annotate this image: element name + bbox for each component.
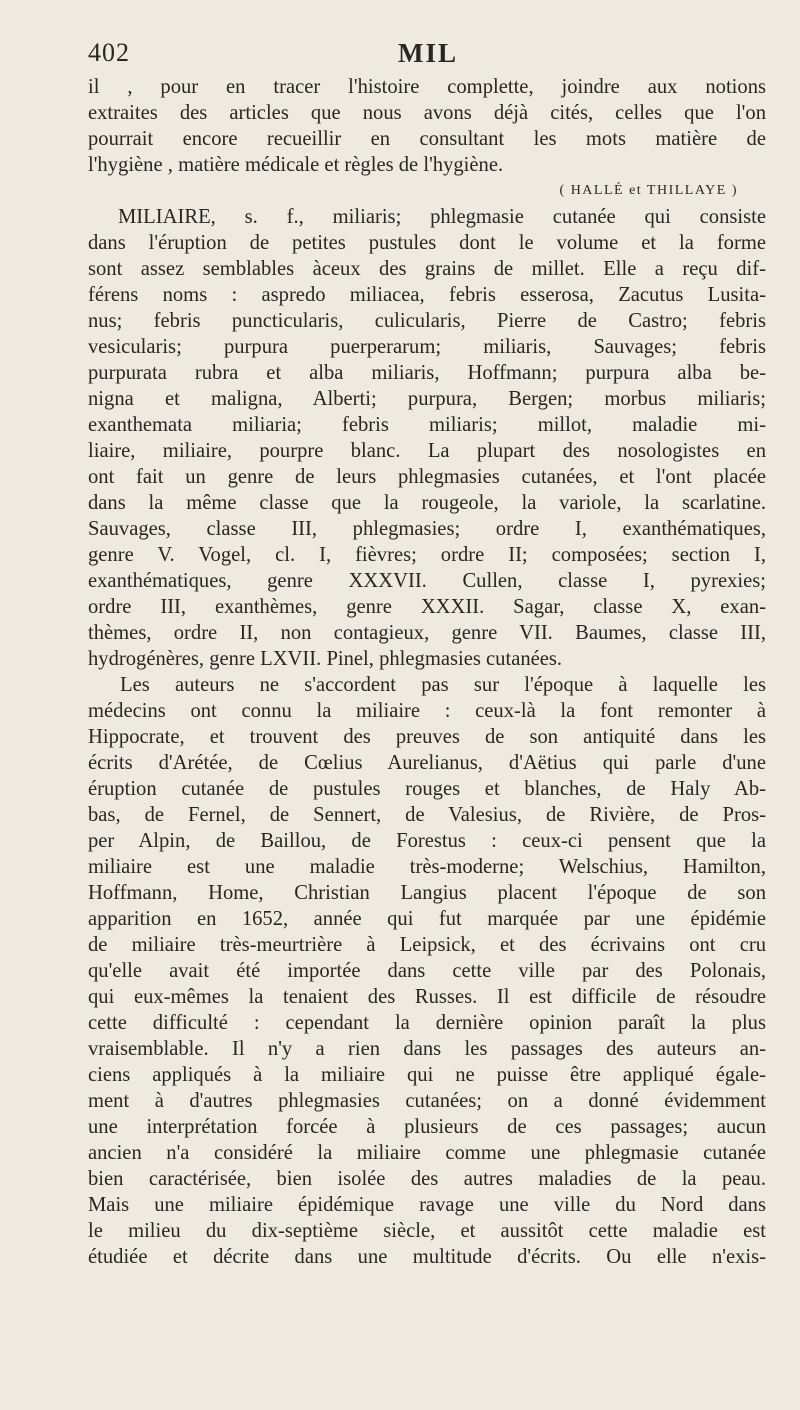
page-header [88, 38, 768, 72]
text-line: qu'elle avait été importée dans cette ville par des Polonais, [88, 960, 766, 982]
text-line: apparition en 1652, année qui fut marquée par une épidémie [88, 908, 766, 930]
text-line: nigna et maligna, Alberti; purpura, Bergen; morbus miliaris; [88, 388, 766, 410]
text-line: sont assez semblables àceux des grains de millet. Elle a reçu dif- [88, 258, 766, 280]
page-number: 402 [88, 38, 130, 67]
text-line: étudiée et décrite dans une multitude d'écrits. Ou elle n'exis- [88, 1246, 766, 1268]
text-line: liaire, miliaire, pourpre blanc. La plupart des nosologistes en [88, 440, 766, 462]
text-line: l'hygiène , matière médicale et règles de l'hygiène. [88, 154, 504, 176]
text-line: purpurata rubra et alba miliaris, Hoffmann; purpura alba be- [88, 362, 766, 384]
text-line: genre V. Vogel, cl. I, fièvres; ordre II; composées; section I, [88, 544, 766, 566]
text-line: écrits d'Arétée, de Cœlius Aurelianus, d'Aëtius qui parle d'une [88, 752, 766, 774]
text-line: per Alpin, de Baillou, de Forestus : ceux-ci pensent que la [88, 830, 766, 852]
text-line: férens noms : aspredo miliacea, febris esserosa, Zacutus Lusita- [88, 284, 766, 306]
text-line: il , pour en tracer l'histoire complette, joindre aux notions [88, 76, 766, 98]
text-line: nus; febris puncticularis, culicularis, Pierre de Castro; febris [88, 310, 766, 332]
text-line: de miliaire très-meurtrière à Leipsick, et des écrivains ont cru [88, 934, 766, 956]
text-line: ciens appliqués à la miliaire qui ne puisse être appliqué égale- [88, 1064, 766, 1086]
text-line: exanthemata miliaria; febris miliaris; millot, maladie mi- [88, 414, 766, 436]
text-line: Les auteurs ne s'accordent pas sur l'époque à laquelle les [120, 674, 766, 696]
text-line: exanthématiques, genre XXXVII. Cullen, classe I, pyrexies; [88, 570, 766, 592]
text-line: vesicularis; purpura puerperarum; miliaris, Sauvages; febris [88, 336, 766, 358]
text-line: bas, de Fernel, de Sennert, de Valesius, de Rivière, de Pros- [88, 804, 766, 826]
text-line: dans l'éruption de petites pustules dont le volume et la forme [88, 232, 766, 254]
text-line: Sauvages, classe III, phlegmasies; ordre I, exanthématiques, [88, 518, 766, 540]
body-text [88, 74, 766, 1270]
entry-heading-line: MILIAIRE, s. f., miliaris; phlegmasie cutanée qui consiste [118, 206, 766, 228]
text-line: pourrait encore recueillir en consultant les mots matière de [88, 128, 766, 150]
text-line: médecins ont connu la miliaire : ceux-là la font remonter à [88, 700, 766, 722]
text-line: thèmes, ordre II, non contagieux, genre VII. Baumes, classe III, [88, 622, 766, 644]
text-line: hydrogénères, genre LXVII. Pinel, phlegmasies cutanées. [88, 648, 563, 670]
text-line: vraisemblable. Il n'y a rien dans les passages des auteurs an- [88, 1038, 766, 1060]
text-line: Hoffmann, Home, Christian Langius placent l'époque de son [88, 882, 766, 904]
author-signature: ( HALLÉ et THILLAYE ) [559, 183, 738, 198]
text-line: dans la même classe que la rougeole, la variole, la scarlatine. [88, 492, 766, 514]
text-line: cette difficulté : cependant la dernière opinion paraît la plus [88, 1012, 766, 1034]
text-line: une interprétation forcée à plusieurs de ces passages; aucun [88, 1116, 766, 1138]
text-line: Mais une miliaire épidémique ravage une ville du Nord dans [88, 1194, 766, 1216]
text-line: ancien n'a considéré la miliaire comme une phlegmasie cutanée [88, 1142, 766, 1164]
text-line: le milieu du dix-septième siècle, et aussitôt cette maladie est [88, 1220, 766, 1242]
running-head: MIL [398, 38, 458, 68]
text-line: extraites des articles que nous avons déjà cités, celles que l'on [88, 102, 766, 124]
text-line: ment à d'autres phlegmasies cutanées; on a donné évidemment [88, 1090, 766, 1112]
text-line: miliaire est une maladie très-moderne; Welschius, Hamilton, [88, 856, 766, 878]
text-line: ont fait un genre de leurs phlegmasies cutanées, et l'ont placée [88, 466, 766, 488]
text-line: qui eux-mêmes la tenaient des Russes. Il est difficile de résoudre [88, 986, 766, 1008]
text-line: Hippocrate, et trouvent des preuves de son antiquité dans les [88, 726, 766, 748]
text-line: ordre III, exanthèmes, genre XXXII. Sagar, classe X, exan- [88, 596, 766, 618]
text-line: bien caractérisée, bien isolée des autres maladies de la peau. [88, 1168, 766, 1190]
text-line: éruption cutanée de pustules rouges et blanches, de Haly Ab- [88, 778, 766, 800]
